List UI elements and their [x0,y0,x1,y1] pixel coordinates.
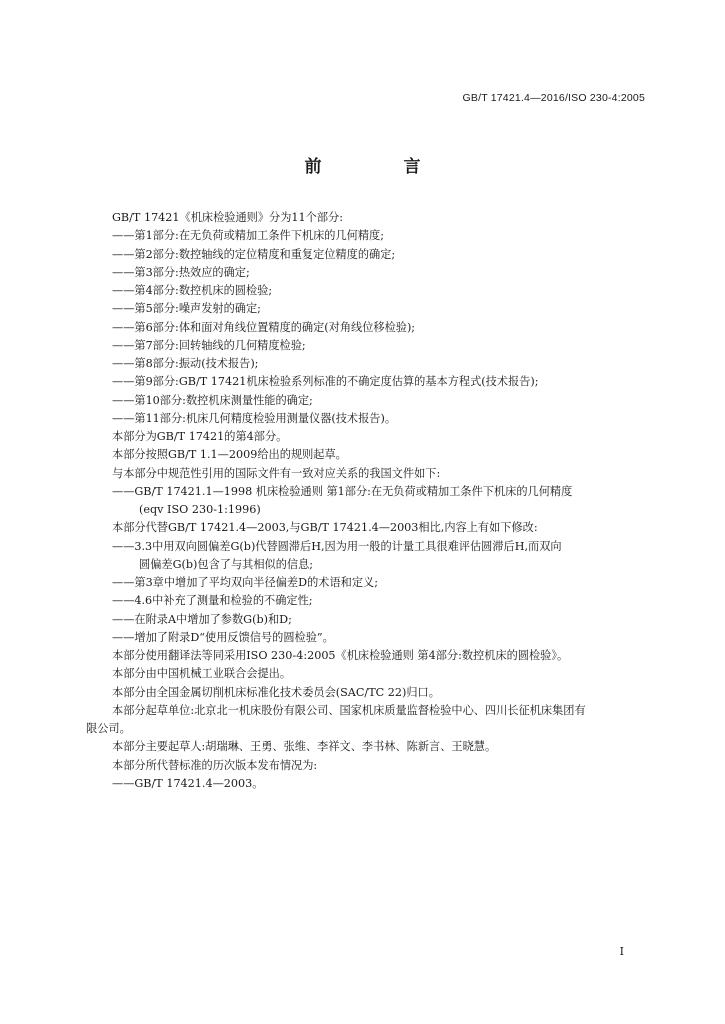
list-item: ——4.6中补充了测量和检验的不确定性; [112,594,313,608]
paragraph-line-continuation: 限公司。 [86,722,131,735]
list-item: ——在附录A中增加了参数G(b)和D; [112,612,292,626]
paragraph-line: GB/T 17421《机床检验通则》分为11个部分: [112,211,343,224]
list-item: ——第8部分:振动(技术报告); [112,357,259,370]
list-item: ——第9部分:GB/T 17421机床检验系列标准的不确定度估算的基本方程式(技术报告); [112,375,539,389]
list-item: ——增加了附录D“使用反馈信号的圆检验”。 [112,630,334,644]
paragraph-line: 本部分起草单位:北京北一机床股份有限公司、国家机床质量监督检验中心、四川长征机床集团有 [112,703,586,717]
list-item: ——第5部分:噪声发射的确定; [112,302,261,316]
paragraph-line: 本部分由中国机械工业联合会提出。 [112,667,292,681]
list-item: ——第4部分:数控机床的圆检验; [112,284,273,297]
page-title: 前 言 [304,157,459,177]
list-item: ——第3部分:热效应的确定; [112,265,250,279]
list-item-continuation: 圆偏差G(b)包含了与其相似的信息; [139,557,314,571]
list-item: ——第11部分:机床几何精度检验用测量仪器(技术报告)。 [112,411,397,425]
list-item: ——3.3中用双向圆偏差G(b)代替圆滞后H,因为用一般的计量工具很难评估圆滞后H,而双向 [112,539,562,553]
paragraph-line: 与本部分中规范性引用的国际文件有一致对应关系的我国文件如下: [112,466,441,480]
list-item: ——第1部分:在无负荷或精加工条件下机床的几何精度; [112,229,384,243]
list-item: ——第6部分:体和面对角线位置精度的确定(对角线位移检验); [112,320,416,334]
paragraph-line: 本部分所代替标准的历次版本发布情况为: [112,758,318,772]
foreword-body [86,209,646,793]
standard-code: GB/T 17421.4—2016/ISO 230-4:2005 [462,92,645,104]
paragraph-line: 本部分使用翻译法等同采用ISO 230-4:2005《机床检验通则 第4部分:数控机床的圆检验》。 [112,649,569,662]
list-item: ——第10部分:数控机床测量性能的确定; [112,393,313,407]
list-item: ——第3章中增加了平均双向半径偏差D的术语和定义; [112,576,378,589]
list-item: ——GB/T 17421.1—1998 机床检验通则 第1部分:在无负荷或精加工条件下机床的几何精度 [112,484,573,498]
paragraph-line: 本部分由全国金属切削机床标准化技术委员会(SAC/TC 22)归口。 [112,685,440,699]
list-item: ——GB/T 17421.4—2003。 [112,776,264,790]
page-number: I [619,945,624,958]
paragraph-line: 本部分代替GB/T 17421.4—2003,与GB/T 17421.4—2003相比,内容上有如下修改: [112,521,538,535]
paragraph-line: 本部分按照GB/T 1.1—2009给出的规则起草。 [112,448,347,462]
list-item-continuation: (eqv ISO 230-1:1996) [139,503,261,516]
list-item: ——第2部分:数控轴线的定位精度和重复定位精度的确定; [112,247,396,261]
paragraph-line: 本部分主要起草人:胡瑞琳、王勇、张维、李祥文、李书林、陈新言、王晓慧。 [112,740,497,754]
paragraph-line: 本部分为GB/T 17421的第4部分。 [112,430,288,443]
list-item: ——第7部分:回转轴线的几何精度检验; [112,338,306,352]
